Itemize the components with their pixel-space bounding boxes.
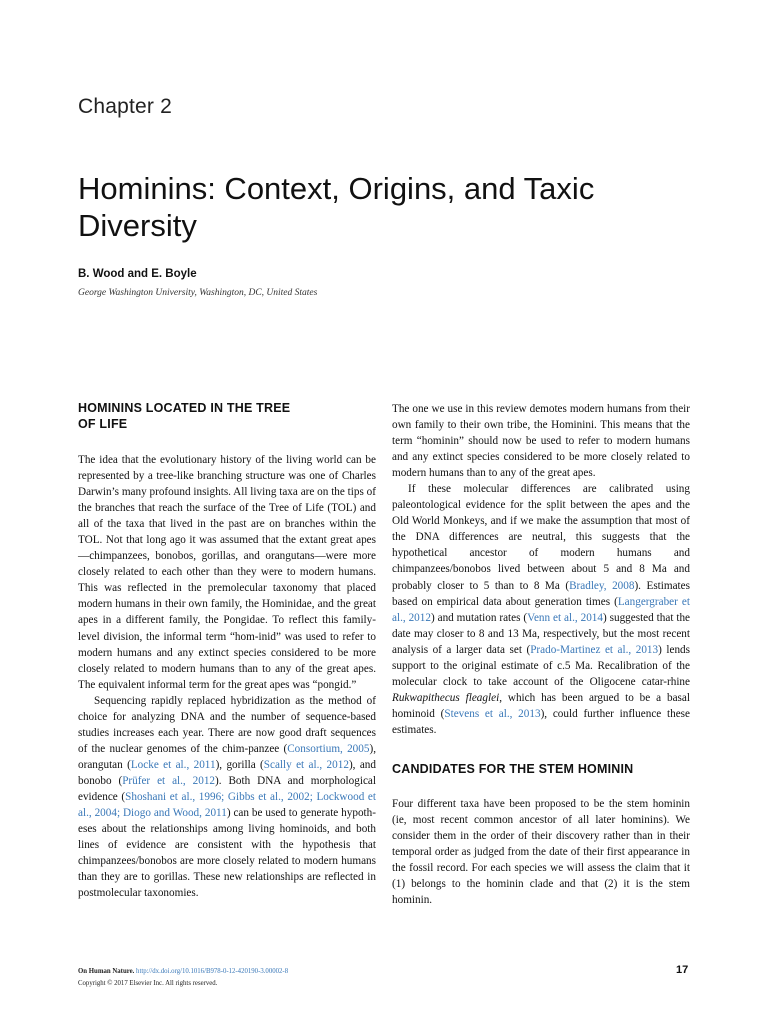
heading-line: OF LIFE	[78, 417, 128, 431]
citation-link[interactable]: Langergraber et al., 2012	[392, 595, 690, 624]
citation-link[interactable]: Consortium, 2005	[287, 742, 370, 755]
affiliation: George Washington University, Washington, DC, United States	[78, 288, 318, 298]
paragraph-3: The one we use in this review demotes modern humans from their own family to their own tribe, the Hominini. This means that the term “hominin” should now be used to refer to modern humans and any extinct species considered to be more closely related to modern humans than to any of the great apes.	[392, 403, 690, 480]
citation-link[interactable]: Locke et al., 2011	[130, 758, 216, 771]
citation-link[interactable]: Bradley, 2008	[569, 579, 635, 592]
journal-name: On Human Nature.	[78, 968, 135, 975]
text-run: ) lends support to the original estimate of c.5 Ma. Recalibration of the molecular clock to take account of the Oligocene catar-rhine	[392, 643, 690, 688]
chapter-title-line2: Diversity	[78, 208, 197, 243]
text-run: If these molecular differences are calibrated using paleontological evidence for the split between the apes and the Old World Monkeys, and if we make the assumption that most of the DNA differences are neutral, this suggests that the hypothetical ancestor of modern humans and chimpanzees/bonobos lived between about 5 and 8 Ma and probably closer to 5 than to 8 Ma (	[392, 483, 690, 592]
paragraph-5: Four different taxa have been proposed to be the stem hominin (ie, most recent common ancestor of all later hominins). We consider them in the order of their discovery rather than in their temporal order as judged from the date of their first appearance in the fossil record. For each species we will assess the claim that it (1) belongs to the hominin clade and that (2) it is the stem hominin.	[392, 797, 690, 907]
text-run: , which has been argued to be a basal hominoid (	[392, 691, 690, 720]
chapter-title-line1: Hominins: Context, Origins, and Taxic	[78, 171, 595, 206]
species-name: Rukwapithecus fleaglei	[392, 691, 500, 704]
citation-link[interactable]: Prado-Martinez et al., 2013	[530, 643, 659, 656]
text-run: ). Both DNA and morphological evidence (	[78, 774, 376, 803]
text-run: ), could further influence these estimates.	[392, 707, 690, 736]
text-run: ) can be used to generate hypoth-eses about the relationships among living hominoids, and both lines of evidence are consistent with the hypothesis that chimpanzees/bonobos are more closely related to modern humans than they are to gorillas. These new relationships are reflected in postmolecular taxonomies.	[78, 807, 376, 900]
text-run: ). Estimates based on empirical data about generation times (	[392, 579, 690, 608]
citation-link[interactable]: Scally et al., 2012	[263, 758, 349, 771]
section-heading-stem-hominin: CANDIDATES FOR THE STEM HOMININ	[392, 761, 634, 776]
paragraph-4	[392, 481, 690, 738]
chapter-label: Chapter 2	[78, 95, 173, 118]
left-column	[78, 400, 376, 901]
text-run: Sequencing rapidly replaced hybridization as the method of choice for analyzing DNA and the number of sequence-based studies increases each year. There are now good draft sequences of the nuclear genomes of the chim-panzee (	[78, 694, 376, 755]
text-run: ), orangutan (	[78, 742, 376, 771]
citation-link[interactable]: Venn et al., 2014	[527, 611, 603, 624]
chapter-title	[78, 170, 698, 244]
paragraph-2	[78, 693, 376, 902]
text-run: ) and mutation rates (	[430, 611, 528, 624]
text-run: ) suggested that the date may closer to 8 and 13 Ma, respectively, but the most recent analysis of a larger data set (	[392, 611, 691, 656]
footer-journal-line	[78, 968, 288, 975]
citation-link[interactable]: Shoshani et al., 1996; Gibbs et al., 2002; Lockwood et al., 2004; Diogo and Wood, 2011	[78, 790, 377, 820]
citation-link[interactable]: Stevens et al., 2013	[444, 707, 541, 720]
doi-link[interactable]: http://dx.doi.org/10.1016/B978-0-12-420190-3.00002-8	[136, 968, 289, 975]
paragraph-1: The idea that the evolutionary history of the living world can be represented by a tree-like branching structure was one of Charles Darwin’s many profound insights. All living taxa are on the tips of the branches that reach the surface of the Tree of Life (TOL) and all of the taxa that lived in the past are on branches within the TOL. Not that long ago it was assumed that the extant great apes—chimpanzees, bonobos, gorillas, and orangutans—were more closely related to each other than they were to modern humans. This was reflected in the premolecular taxonomy that placed modern humans in their own family, the Hominidae, and the great apes in a different family, the Pongidae. To reflect this family-level division, the informal term “hom-inid” was used to refer to modern humans and any extinct species considered to be more closely related to modern humans than to any of the great apes. The equivalent informal term for the great apes was “pongid.”	[78, 454, 376, 691]
heading-line: HOMININS LOCATED IN THE TREE	[78, 401, 291, 415]
authors: B. Wood and E. Boyle	[78, 268, 197, 280]
text-run: ), gorilla (	[215, 758, 264, 771]
footer-copyright: Copyright © 2017 Elsevier Inc. All rights reserved.	[78, 980, 218, 987]
text-run: ), and bonobo (	[78, 758, 376, 787]
page-number: 17	[676, 964, 689, 976]
section-heading-tree-of-life	[78, 400, 376, 432]
citation-link[interactable]: Prüfer et al., 2012	[122, 774, 216, 787]
right-column	[392, 401, 690, 908]
